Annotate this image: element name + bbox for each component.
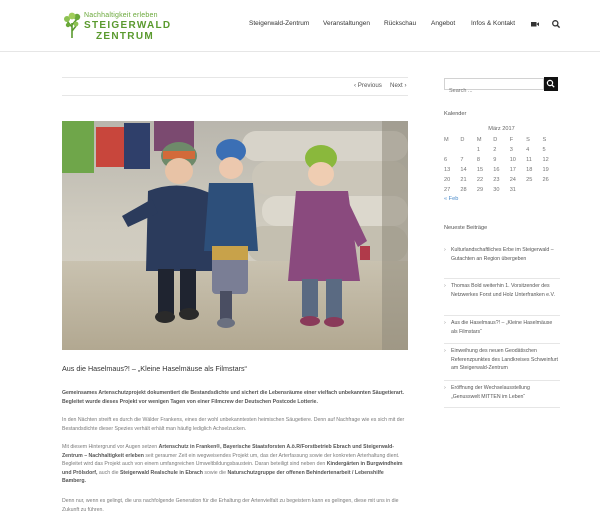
p3-text-a: Mit diesem Hintergrund vor Augen setzen — [62, 444, 159, 450]
chevron-right-icon: › — [444, 247, 446, 253]
calendar-week — [444, 145, 559, 155]
chevron-right-icon: › — [444, 320, 446, 326]
calendar-week — [444, 175, 559, 185]
calendar-day: 29 — [476, 187, 484, 193]
site-logo[interactable] — [62, 11, 172, 41]
post-paragraph-1-text: Gemeinsames Artenschutzprojekt dokumentiert die Bestandsdichte und sichert die Lebensräume einer vielfach unbekannten Säugetierart. Begleitet wurde dieses Projekt vor wenigen Tagen von einer Filmcrew der Deutschen Postcode Lotterie. — [62, 390, 404, 405]
site-header — [0, 0, 600, 52]
calendar-day — [460, 145, 476, 155]
calendar-day — [444, 145, 460, 155]
calendar-day: 28 — [460, 187, 467, 193]
calendar-day: 6 — [444, 157, 448, 163]
calendar-weekday: M — [444, 137, 449, 143]
calendar-day: 4 — [526, 147, 530, 153]
calendar-weekday: M — [476, 137, 482, 143]
calendar-day: 26 — [542, 177, 549, 183]
calendar-week — [444, 185, 559, 195]
calendar-day: 21 — [460, 177, 467, 183]
calendar-day: 22 — [476, 177, 484, 183]
post-title: Aus die Haselmaus?! – „Kleine Haselmäuse als Filmstars“ — [62, 364, 247, 373]
recent-post-item[interactable] — [444, 246, 560, 279]
nav-item-infos-kontakt[interactable]: Infos & Kontakt — [471, 20, 516, 27]
recent-post-link[interactable]: Einweihung des neuen Geodätischen Referenzpunktes des Landkreises Schweinfurt am Steigerwald-Zentrum — [451, 348, 558, 372]
calendar-week — [444, 165, 559, 175]
next-link[interactable]: Next › — [390, 82, 407, 89]
chevron-right-icon: › — [444, 348, 446, 354]
logo-title-line1: STEIGERWALD — [84, 20, 172, 31]
p3-naturschutzgruppe: Naturschutzgruppe der offenen Behindertenarbeit / Lebenshilfe Bamberg. — [62, 469, 384, 484]
pager-bottom-rule — [62, 95, 408, 96]
calendar-day: 30 — [493, 187, 500, 193]
search-box — [444, 78, 544, 90]
calendar-day: 14 — [460, 167, 467, 173]
calendar-day: 1 — [476, 147, 480, 153]
calendar-day: 13 — [444, 167, 451, 173]
recent-post-link[interactable]: Thomas Bold weiterhin 1. Vorsitzender des Netzwerkes Forst und Holz Unterfranken e.V. — [451, 283, 555, 298]
calendar-day: 11 — [526, 157, 532, 163]
search-button-icon — [544, 77, 558, 91]
recent-post-link[interactable]: Eröffnung der Wechselausstellung „Genusswelt MITTEN im Leben“ — [451, 385, 530, 400]
calendar-day: 9 — [493, 157, 497, 163]
recent-post-link[interactable]: Aus die Haselmaus?! – „Kleine Haselmäuse als Filmstars“ — [451, 320, 553, 335]
calendar-day: 31 — [509, 187, 516, 193]
calendar-prev-month-link[interactable]: « Feb — [444, 196, 459, 202]
calendar-day: 18 — [526, 167, 533, 173]
calendar-weekday: S — [526, 137, 530, 143]
calendar-day — [543, 185, 559, 195]
calendar-day: 10 — [509, 157, 516, 163]
calendar-day: 16 — [493, 167, 500, 173]
calendar-weekday: D — [493, 137, 498, 143]
calendar-day: 19 — [542, 167, 549, 173]
calendar-week — [444, 155, 559, 165]
calendar-caption: März 2017 — [488, 126, 515, 132]
p3-kindergaerten: Kindergärten in Burgwindheim und Prölsdorf, — [62, 461, 403, 476]
logo-title-line2: ZENTRUM — [96, 31, 154, 42]
calendar-day: 15 — [476, 167, 484, 173]
nav-item-steigerwald-zentrum[interactable]: Steigerwald-Zentrum — [249, 20, 310, 27]
calendar-day: 20 — [444, 177, 451, 183]
recent-post-item[interactable] — [444, 347, 560, 381]
p3-text-g: sowie die — [202, 469, 228, 476]
recent-post-link[interactable]: Kulturlandschaftliches Erbe im Steigerwald – Gutachten an Region übergeben — [451, 247, 554, 262]
post-paragraph-4: Denn nur, wenn es gelingt, die uns nachfolgende Generation für die Erhaltung der Artenvielfalt zu begeistern kann es gelingen, diese mit uns in die Zukunft zu führen. — [62, 498, 399, 513]
calendar-day: 8 — [476, 157, 480, 163]
calendar-table — [444, 135, 559, 195]
recent-post-item[interactable] — [444, 282, 560, 316]
logo-tagline: Nachhaltigkeit erleben — [84, 12, 158, 19]
calendar-day: 2 — [493, 147, 497, 153]
chevron-right-icon: › — [444, 283, 446, 289]
calendar-widget-title: Kalender — [444, 111, 467, 117]
video-camera-icon[interactable] — [530, 19, 540, 29]
calendar-day — [526, 185, 542, 195]
recent-post-item[interactable] — [444, 384, 560, 408]
post-hero-image — [62, 121, 408, 350]
calendar-weekday: S — [542, 137, 547, 143]
recent-posts-title: Neueste Beiträge — [444, 225, 488, 231]
post-paragraph-2: In den Nächten streift es durch die Wälder Frankens, eines der wohl unbekanntesten heimischen Säugetiere. Denn auf Nachfrage wie es sich mit der Bestandsdichte dieser Spezies verhält erhält man häufig lediglich Achselzucken. — [62, 417, 405, 432]
calendar-day: 5 — [542, 147, 546, 153]
calendar-weekday: F — [509, 137, 514, 143]
p3-partners: Artenschutz in Franken®, Bayerische Staatsforsten A.ö.R/Forstbetrieb Ebrach und Steigerwald-Zentrum – Nachhaltigkeit erleben — [62, 444, 394, 459]
recent-post-item[interactable] — [444, 319, 560, 344]
calendar-day: 25 — [526, 177, 533, 183]
calendar-day: 12 — [542, 157, 549, 163]
search-icon[interactable] — [551, 19, 561, 29]
p3-realschule: Steigerwald Realschule in Ebrach — [119, 469, 203, 476]
tree-logo-icon — [62, 11, 82, 39]
p3-text-c: seit geraumer Zeit ein wegweisendes Projekt um, das der Arterfassung sowie der konkreten Arterhaltung dient. Begleitet wird das Projekt auch von einem umfangreichen Umweltbildungsbaustein. Daran beteiligt sind neben den — [62, 452, 400, 467]
calendar-weekday: D — [460, 137, 465, 143]
nav-item-angebot[interactable]: Angebot — [431, 20, 456, 27]
calendar-day: 24 — [509, 177, 516, 183]
nav-item-veranstaltungen[interactable]: Veranstaltungen — [323, 20, 370, 27]
post-paragraph-1 — [62, 389, 408, 406]
search-button[interactable] — [544, 77, 558, 91]
nav-item-rueckschau[interactable]: Rückschau — [384, 20, 417, 27]
pager-top-rule — [62, 77, 408, 78]
post-paragraph-3 — [62, 443, 408, 486]
calendar-day: 17 — [509, 167, 516, 173]
calendar-day: 27 — [444, 187, 451, 193]
calendar-weekdays — [444, 135, 559, 145]
calendar-day: 7 — [460, 157, 464, 163]
calendar-day: 23 — [493, 177, 500, 183]
calendar-day: 3 — [509, 147, 513, 153]
search-input[interactable] — [445, 86, 543, 96]
previous-link[interactable]: ‹ Previous — [354, 82, 382, 89]
p3-text-e: auch die — [97, 469, 120, 476]
chevron-right-icon: › — [444, 385, 446, 391]
